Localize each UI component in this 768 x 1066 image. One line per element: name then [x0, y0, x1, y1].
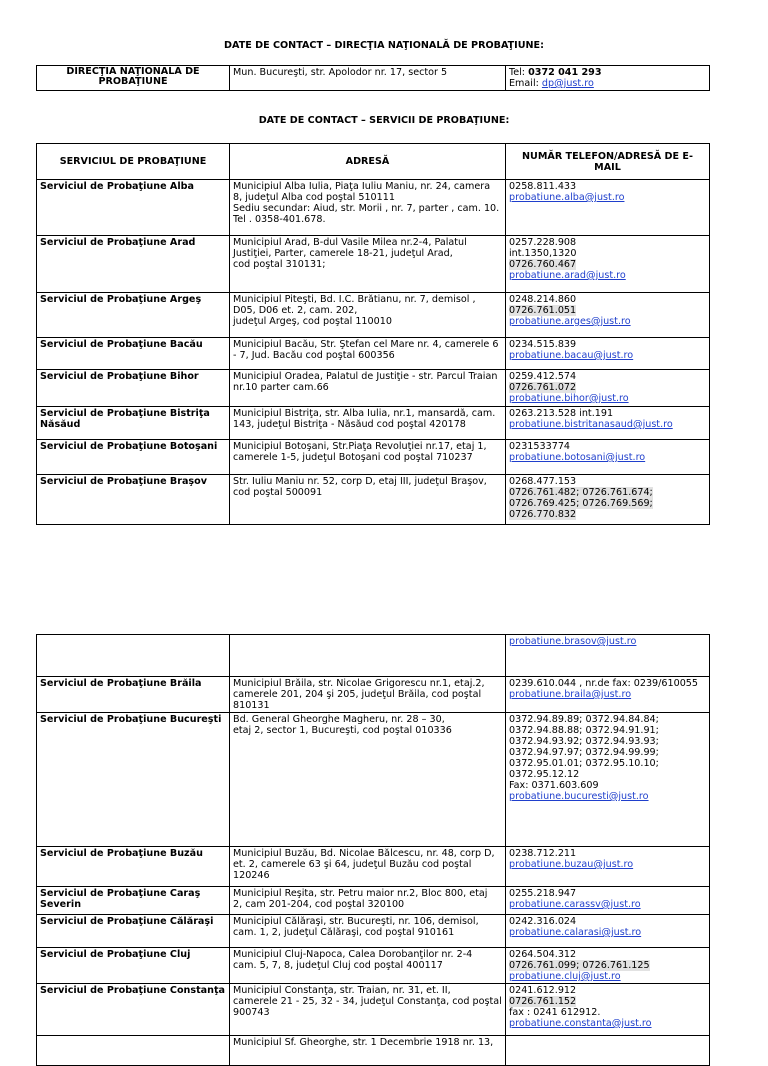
- service-contact: [506, 635, 710, 677]
- address-line: 120246: [233, 870, 270, 881]
- service-name: [37, 1036, 230, 1066]
- address-line: etaj 2, sector 1, Bucureşti, cod poştal 010336: [233, 725, 452, 736]
- national-row: [37, 66, 710, 91]
- phone-number: 0372.95.01.01; 0372.95.10.10;: [509, 758, 659, 769]
- address-line: D05, D06 et. 2, cam. 202,: [233, 305, 358, 316]
- address-line: Municipiul Arad, B-dul Vasile Milea nr.2-4, Palatul: [233, 237, 467, 248]
- table-row: [37, 635, 710, 677]
- service-name: [37, 635, 230, 677]
- service-address: [230, 713, 506, 847]
- services-table-page1: [36, 143, 710, 525]
- phone-number: 0238.712.211: [509, 848, 577, 859]
- service-name: Serviciul de Probaţiune Buzău: [37, 847, 230, 887]
- national-name: DIRECŢIA NAŢIONALĂ DE PROBAŢIUNE: [37, 66, 230, 91]
- mobile-number: 0726.761.051: [509, 305, 577, 316]
- address-line: camerele 201, 204 şi 205, judeţul Brăila, cod poştal: [233, 689, 482, 700]
- mobile-number: 0726.761.482; 0726.761.674;: [509, 487, 653, 498]
- service-contact: [506, 887, 710, 915]
- service-address: [230, 1036, 506, 1066]
- address-line: Municipiul Bistriţa, str. Alba Iulia, nr.1, mansardă, cam.: [233, 408, 496, 419]
- column-header-service: SERVICIUL DE PROBAŢIUNE: [37, 144, 230, 180]
- mobile-number: 0726.760.467: [509, 259, 577, 270]
- address-line: camerele 21 - 25, 32 - 34, judeţul Constanţa, cod poştal: [233, 996, 502, 1007]
- address-line: 810131: [233, 700, 270, 711]
- service-address: [230, 407, 506, 440]
- table-row: [37, 984, 710, 1036]
- phone-number: 0372.94.93.92; 0372.94.93.93;: [509, 736, 659, 747]
- table-row: [37, 887, 710, 915]
- email-link[interactable]: probatiune.calarasi@just.ro: [509, 927, 642, 938]
- service-address: [230, 338, 506, 370]
- phone-number: 0372.95.12.12: [509, 769, 580, 780]
- table-row: [37, 1036, 710, 1066]
- phone-number: 0372.94.88.88; 0372.94.91.91;: [509, 725, 659, 736]
- address-line: Municipiul Constanţa, str. Traian, nr. 31, et. II,: [233, 985, 451, 996]
- service-address: [230, 236, 506, 293]
- phone-number: 0259.412.574: [509, 371, 577, 382]
- service-name: Serviciul de Probaţiune Botoşani: [37, 440, 230, 475]
- address-line: Municipiul Călăraşi, str. Bucureşti, nr. 106, demisol,: [233, 916, 479, 927]
- email-link[interactable]: probatiune.alba@just.ro: [509, 192, 625, 203]
- address-line: Municipiul Oradea, Palatul de Justiţie - str. Parcul Traian: [233, 371, 498, 382]
- service-name: Serviciul de Probaţiune Alba: [37, 180, 230, 236]
- address-line: cod poştal 500091: [233, 487, 323, 498]
- address-line: Municipiul Reşita, str. Petru maior nr.2, Bloc 800, etaj: [233, 888, 488, 899]
- email-link[interactable]: probatiune.cluj@just.ro: [509, 971, 621, 982]
- service-name: Serviciul de Probaţiune Argeş: [37, 293, 230, 338]
- phone-number: 0234.515.839: [509, 339, 577, 350]
- service-name: Serviciul de Probaţiune Constanţa: [37, 984, 230, 1036]
- address-line: Municipiul Alba Iulia, Piaţa Iuliu Maniu, nr. 24, camera: [233, 181, 491, 192]
- email-link[interactable]: probatiune.arges@just.ro: [509, 316, 631, 327]
- phone-number: 0248.214.860: [509, 294, 577, 305]
- service-name: Serviciul de Probaţiune Cluj: [37, 948, 230, 984]
- national-tel: 0372 041 293: [528, 67, 602, 78]
- national-table: [36, 65, 710, 91]
- service-name: Serviciul de Probaţiune Arad: [37, 236, 230, 293]
- services-heading: DATE DE CONTACT – SERVICII DE PROBAŢIUNE:: [258, 115, 510, 126]
- service-contact: [506, 236, 710, 293]
- mobile-number: 0726.761.072: [509, 382, 577, 393]
- email-link[interactable]: probatiune.botosani@just.ro: [509, 452, 646, 463]
- phone-number: 0255.218.947: [509, 888, 577, 899]
- address-line: Str. Iuliu Maniu nr. 52, corp D, etaj III, judeţul Braşov,: [233, 476, 487, 487]
- service-name: Serviciul de Probaţiune Bucureşti: [37, 713, 230, 847]
- email-link[interactable]: probatiune.arad@just.ro: [509, 270, 626, 281]
- service-contact: [506, 293, 710, 338]
- phone-number: int.1350,1320: [509, 248, 577, 259]
- fax-number: fax : 0241 612912.: [509, 1007, 601, 1018]
- address-line: 900743: [233, 1007, 270, 1018]
- table-row: [37, 440, 710, 475]
- service-name: Serviciul de Probaţiune Bacău: [37, 338, 230, 370]
- service-address: [230, 440, 506, 475]
- address-line: Municipiul Sf. Gheorghe, str. 1 Decembrie 1918 nr. 13,: [233, 1037, 494, 1048]
- table-row: [37, 338, 710, 370]
- service-contact: [506, 984, 710, 1036]
- service-address: [230, 984, 506, 1036]
- service-contact: [506, 677, 710, 713]
- service-name: Serviciul de Probaţiune Călăraşi: [37, 915, 230, 948]
- address-line: 143, judeţul Bistriţa - Năsăud cod poştal 420178: [233, 419, 466, 430]
- column-header-contact: NUMĂR TELEFON/ADRESĂ DE E-MAIL: [506, 144, 710, 180]
- service-name: Serviciul de Probaţiune Braşov: [37, 475, 230, 525]
- mobile-number: 0726.769.425; 0726.769.569;: [509, 498, 653, 509]
- table-row: [37, 180, 710, 236]
- address-line: Municipiul Brăila, str. Nicolae Grigorescu nr.1, etaj.2,: [233, 678, 485, 689]
- email-link[interactable]: probatiune.bacau@just.ro: [509, 350, 634, 361]
- address-line: cam. 1, 2, judeţul Călăraşi, cod poştal 910161: [233, 927, 455, 938]
- address-line: cam. 5, 7, 8, judeţul Cluj cod poştal 400117: [233, 960, 443, 971]
- table-row: [37, 915, 710, 948]
- service-contact: [506, 847, 710, 887]
- address-line: 2, cam 201-204, cod poştal 320100: [233, 899, 405, 910]
- service-contact: [506, 338, 710, 370]
- table-row: [37, 948, 710, 984]
- mobile-number: 0726.770.832: [509, 509, 577, 520]
- email-link[interactable]: probatiune.braila@just.ro: [509, 689, 632, 700]
- phone-number: 0257.228.908: [509, 237, 577, 248]
- table-row: [37, 677, 710, 713]
- phone-number: 0231533774: [509, 441, 571, 452]
- phone-number: 0264.504.312: [509, 949, 577, 960]
- email-link[interactable]: probatiune.carassv@just.ro: [509, 899, 641, 910]
- address-line: - 7, Jud. Bacău cod poştal 600356: [233, 350, 395, 361]
- phone-number: 0258.811.433: [509, 181, 577, 192]
- service-contact: [506, 475, 710, 525]
- phone-number: 0239.610.044 , nr.de fax: 0239/610055: [509, 678, 699, 689]
- service-address: [230, 847, 506, 887]
- address-line: et. 2, camerele 63 şi 64, judeţul Buzău cod poştal: [233, 859, 472, 870]
- service-contact: [506, 370, 710, 407]
- email-link[interactable]: probatiune.bucuresti@just.ro: [509, 791, 649, 802]
- table-row: [37, 407, 710, 440]
- address-line: Bd. General Gheorghe Magheru, nr. 28 – 30,: [233, 714, 445, 725]
- service-contact: [506, 948, 710, 984]
- service-address: [230, 370, 506, 407]
- table-row: [37, 236, 710, 293]
- table-row: [37, 475, 710, 525]
- table-row: [37, 713, 710, 847]
- address-line: Tel . 0358-401.678.: [233, 214, 326, 225]
- mobile-number: 0726.761.099; 0726.761.125: [509, 960, 650, 971]
- address-line: Municipiul Buzău, Bd. Nicolae Bălcescu, nr. 48, corp D,: [233, 848, 495, 859]
- service-contact: [506, 1036, 710, 1066]
- address-line: judeţul Argeş, cod poştal 110010: [233, 316, 392, 327]
- email-link[interactable]: probatiune.bistritanasaud@just.ro: [509, 419, 673, 430]
- service-address: [230, 948, 506, 984]
- phone-number: 0241.612.912: [509, 985, 577, 996]
- table-row: [37, 370, 710, 407]
- phone-number: 0372.94.97.97; 0372.94.99.99;: [509, 747, 659, 758]
- phone-number: 0268.477.153: [509, 476, 577, 487]
- service-contact: [506, 180, 710, 236]
- email-link[interactable]: probatiune.buzau@just.ro: [509, 859, 634, 870]
- service-address: [230, 180, 506, 236]
- address-line: Justiţiei, Parter, camerele 18-21, judeţul Arad,: [233, 248, 453, 259]
- address-line: Municipiul Botoşani, Str.Piaţa Revoluţiei nr.17, etaj 1,: [233, 441, 487, 452]
- address-line: Municipiul Piteşti, Bd. I.C. Brătianu, nr. 7, demisol ,: [233, 294, 476, 305]
- service-address: [230, 293, 506, 338]
- phone-number: Fax: 0371.603.609: [509, 780, 599, 791]
- address-line: 8, judeţul Alba cod poştal 510111: [233, 192, 395, 203]
- national-address: Mun. Bucureşti, str. Apolodor nr. 17, sector 5: [230, 66, 506, 91]
- service-address: [230, 915, 506, 948]
- national-heading: DATE DE CONTACT – DIRECŢIA NAŢIONALĂ DE PROBAŢIUNE:: [224, 40, 544, 51]
- phone-number: 0372.94.89.89; 0372.94.84.84;: [509, 714, 659, 725]
- address-line: cod poştal 310131;: [233, 259, 326, 270]
- service-name: Serviciul de Probaţiune Bihor: [37, 370, 230, 407]
- phone-number: 0263.213.528 int.191: [509, 408, 614, 419]
- national-contact: [506, 66, 710, 91]
- address-line: nr.10 parter cam.66: [233, 382, 329, 393]
- service-address: [230, 887, 506, 915]
- email-link[interactable]: probatiune.constanta@just.ro: [509, 1018, 652, 1029]
- address-line: Municipiul Bacău, Str. Ştefan cel Mare nr. 4, camerele 6: [233, 339, 499, 350]
- email-link[interactable]: probatiune.brasov@just.ro: [509, 636, 637, 647]
- services-table-page2: [36, 634, 710, 1066]
- address-line: Municipiul Cluj-Napoca, Calea Dorobanţilor nr. 2-4: [233, 949, 473, 960]
- address-line: camerele 1-5, judeţul Botoşani cod poştal 710237: [233, 452, 473, 463]
- phone-number: 0242.316.024: [509, 916, 577, 927]
- national-email-link[interactable]: dp@just.ro: [541, 78, 594, 89]
- service-name: Serviciul de Probaţiune Caraş Severin: [37, 887, 230, 915]
- service-contact: [506, 713, 710, 847]
- service-contact: [506, 407, 710, 440]
- address-line: Sediu secundar: Aiud, str. Morii , nr. 7, parter , cam. 10.: [233, 203, 500, 214]
- service-address: [230, 635, 506, 677]
- service-name: Serviciul de Probaţiune Bistriţa Năsăud: [37, 407, 230, 440]
- service-contact: [506, 440, 710, 475]
- table-row: [37, 847, 710, 887]
- service-address: [230, 677, 506, 713]
- mobile-number: 0726.761.152: [509, 996, 577, 1007]
- service-name: Serviciul de Probaţiune Brăila: [37, 677, 230, 713]
- column-header-address: ADRESĂ: [230, 144, 506, 180]
- table-row: [37, 293, 710, 338]
- services-header-row: [37, 144, 710, 180]
- national-tel-label: Tel:: [509, 67, 529, 78]
- national-email-label: Email:: [509, 78, 542, 89]
- service-contact: [506, 915, 710, 948]
- service-address: [230, 475, 506, 525]
- email-link[interactable]: probatiune.bihor@just.ro: [509, 393, 629, 404]
